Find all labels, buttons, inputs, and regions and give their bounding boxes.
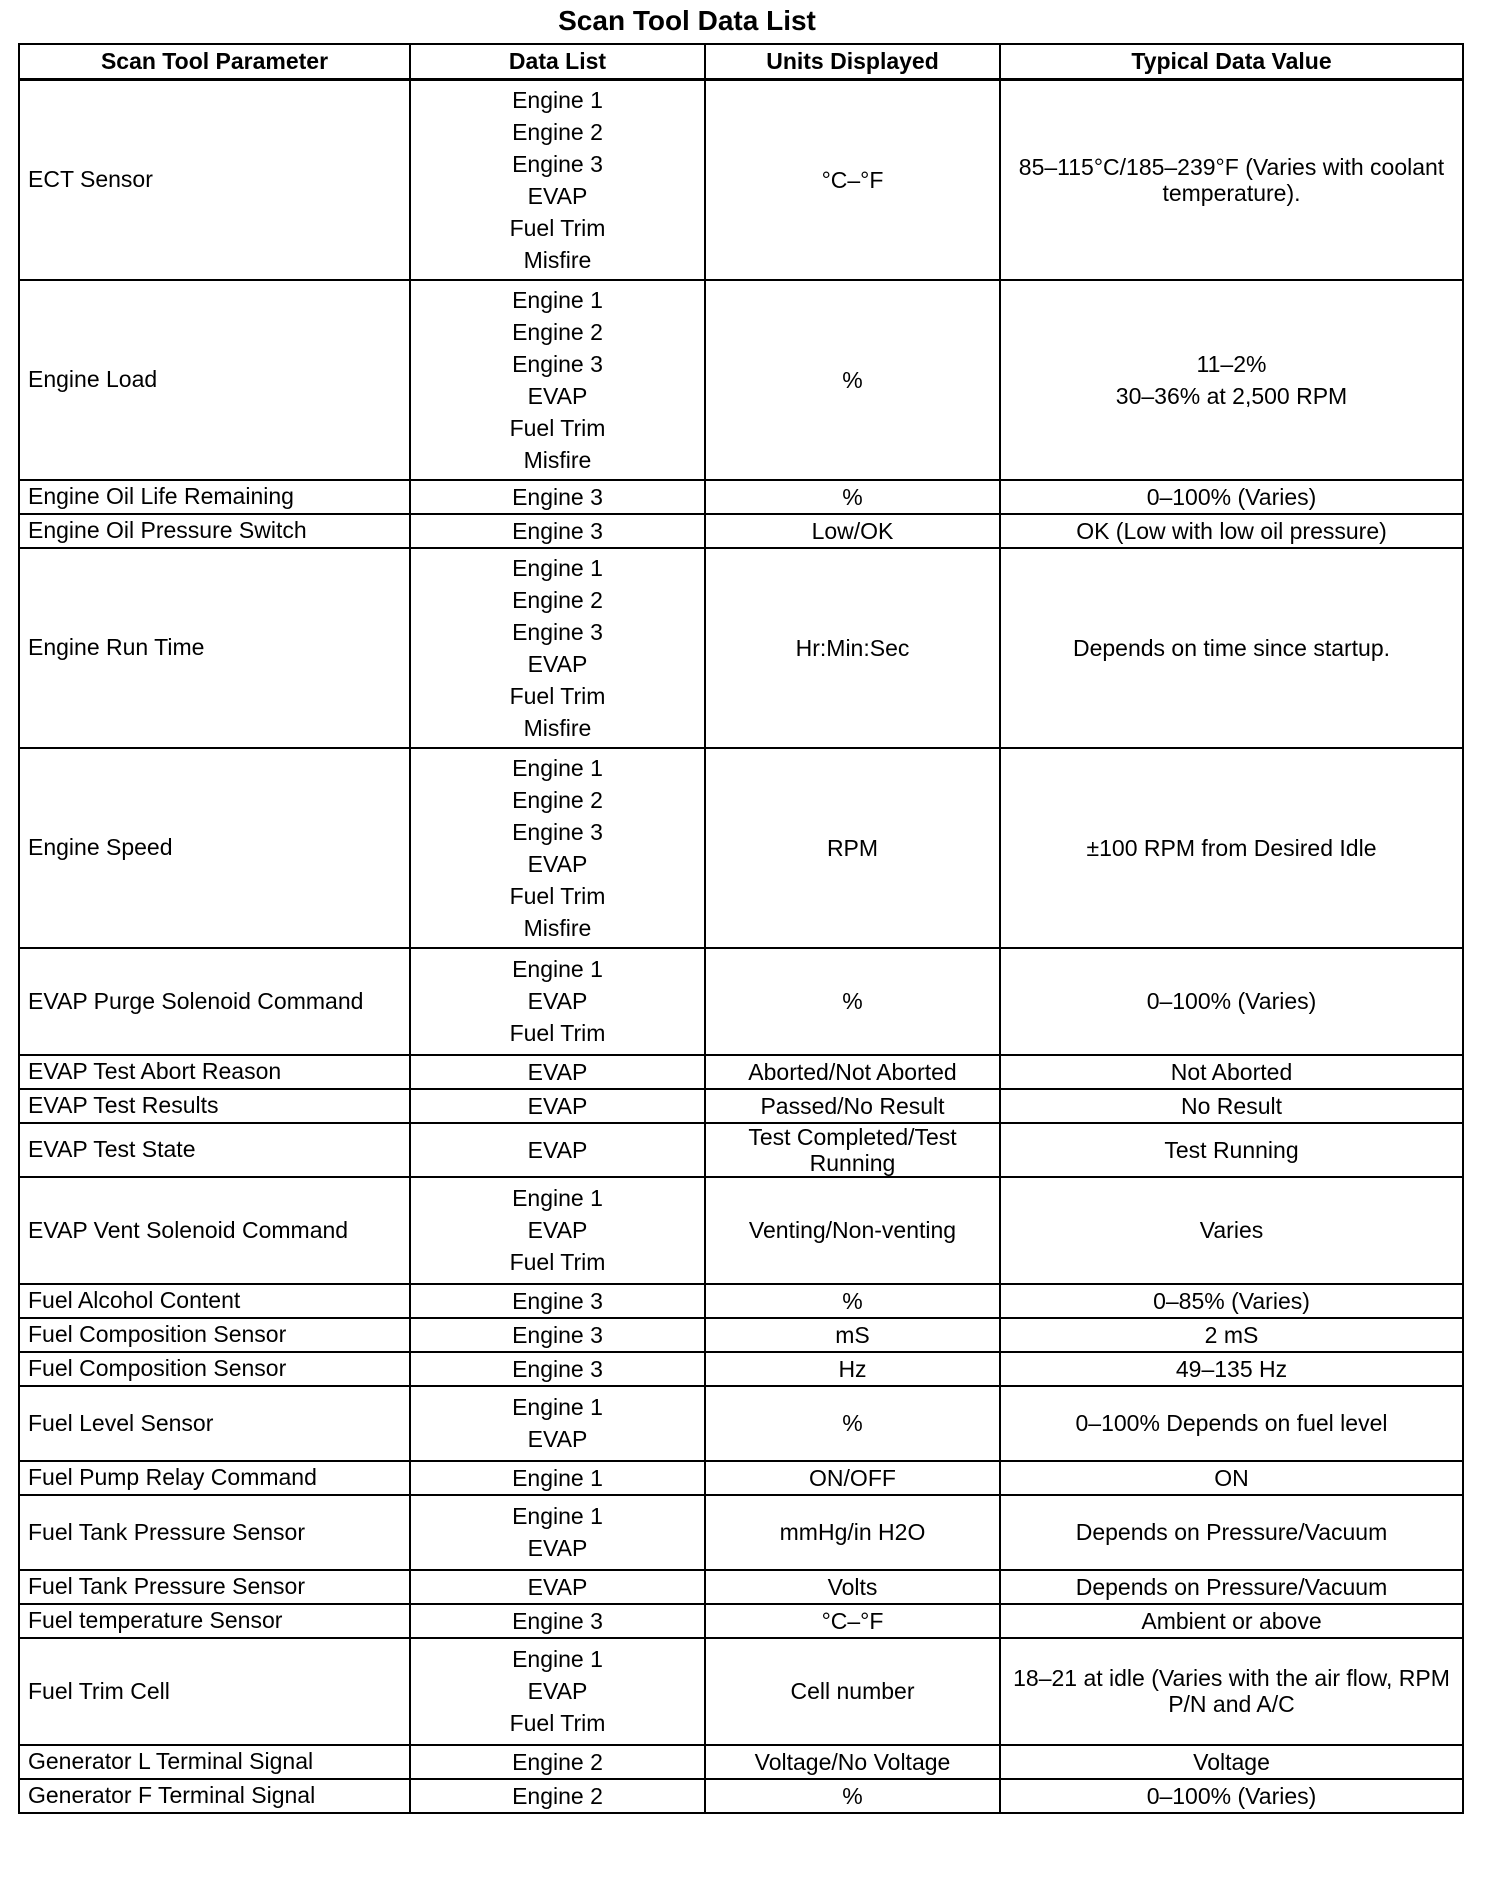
data-list-item: Engine 2 [512,1748,603,1775]
data-list-cell [410,1177,705,1284]
table-row [19,548,1463,748]
units-text: Hz [838,1355,867,1382]
typical-value-cell [1000,548,1463,748]
units-text: Voltage/No Voltage [754,1748,951,1775]
units-cell [705,548,1000,748]
units-text: % [842,483,863,510]
data-list-cell [410,1604,705,1638]
header-scan-tool-parameter: Scan Tool Parameter [19,44,410,80]
parameter-cell: EVAP Vent Solenoid Command [19,1177,410,1284]
units-text: Test Completed/Test Running [748,1123,957,1176]
typical-value-text: 2 mS [1204,1321,1259,1348]
typical-value-text: 0–100% Depends on fuel level [1075,1410,1388,1436]
typical-value-text: Ambient or above [1141,1607,1322,1634]
typical-value-cell [1000,1055,1463,1089]
typical-value-cell [1000,80,1463,280]
data-list-item: Fuel Trim [509,882,606,909]
data-list-cell [410,1638,705,1745]
typical-value-text: Depends on Pressure/Vacuum [1075,1519,1388,1545]
table-row [19,1386,1463,1461]
units-cell [705,1352,1000,1386]
data-list-item: Engine 3 [512,618,603,645]
data-list-item: EVAP [527,1426,588,1452]
data-list-item: Fuel Trim [509,1710,606,1736]
table-row [19,1177,1463,1284]
data-list-item: Engine 2 [512,586,603,613]
typical-value-cell [1000,948,1463,1055]
typical-value-text: Not Aborted [1170,1058,1293,1085]
data-list-cell [410,1284,705,1318]
data-list-item: Misfire [523,246,592,273]
parameter-cell: Engine Speed [19,748,410,948]
table-row [19,280,1463,480]
units-text: % [842,1782,863,1809]
data-list-cell [410,1495,705,1570]
data-list-item: Engine 3 [512,1355,603,1382]
data-list-item: Fuel Trim [509,214,606,241]
data-list-cell [410,1745,705,1779]
data-list-cell [410,514,705,548]
parameter-cell: EVAP Test State [19,1123,410,1177]
units-cell [705,1318,1000,1352]
units-cell [705,1779,1000,1813]
typical-value-text: 0–100% (Varies) [1146,1782,1317,1809]
parameter-cell: ECT Sensor [19,80,410,280]
parameter-cell: EVAP Purge Solenoid Command [19,948,410,1055]
parameter-cell: Generator F Terminal Signal [19,1779,410,1813]
data-list-cell [410,480,705,514]
typical-value-cell [1000,1177,1463,1284]
table-row [19,480,1463,514]
units-cell [705,1123,1000,1177]
parameter-cell: Fuel Trim Cell [19,1638,410,1745]
typical-value-cell [1000,1604,1463,1638]
units-text: mS [835,1321,870,1348]
units-cell [705,1055,1000,1089]
typical-value-text: 0–100% (Varies) [1146,988,1317,1014]
table-header-row [19,44,1463,80]
typical-value-text: Test Running [1164,1136,1299,1163]
units-cell [705,748,1000,948]
typical-value-text: Depends on Pressure/Vacuum [1075,1573,1388,1600]
parameter-cell: Fuel Level Sensor [19,1386,410,1461]
units-cell [705,514,1000,548]
typical-value-cell [1000,1089,1463,1123]
data-list-cell [410,1386,705,1461]
units-cell [705,480,1000,514]
typical-value-text: 49–135 Hz [1175,1355,1288,1382]
units-cell [705,1461,1000,1495]
data-list-cell [410,1570,705,1604]
data-list-item: Misfire [523,446,592,473]
parameter-cell: Engine Load [19,280,410,480]
typical-value-text: ON [1214,1464,1249,1491]
units-cell [705,1570,1000,1604]
data-list-item: Misfire [523,914,592,941]
data-list-item: Engine 2 [512,786,603,813]
typical-value-text: Varies [1199,1217,1264,1243]
typical-value-cell [1000,1386,1463,1461]
parameter-cell: Engine Oil Pressure Switch [19,514,410,548]
typical-value-cell [1000,1779,1463,1813]
typical-value-text: 0–100% (Varies) [1146,483,1317,510]
data-list-item: Engine 1 [512,1646,603,1672]
data-list-cell [410,1352,705,1386]
typical-value-text: 85–115°C/185–239°F (Varies with coolant temperature). [1018,153,1445,206]
typical-value-cell [1000,1318,1463,1352]
data-list-item: Engine 1 [512,86,603,113]
typical-value-text: 11–2% 30–36% at 2,500 RPM [1115,350,1348,409]
scan-tool-data-table [18,43,1464,1814]
table-row [19,1284,1463,1318]
table-body [19,80,1463,1813]
units-text: mmHg/in H2O [779,1519,926,1545]
data-list-item: EVAP [527,1092,588,1119]
typical-value-cell [1000,480,1463,514]
units-text: RPM [826,834,879,861]
parameter-cell: Fuel Alcohol Content [19,1284,410,1318]
units-text: Cell number [790,1678,915,1704]
table-row [19,1461,1463,1495]
data-list-item: Engine 2 [512,118,603,145]
parameter-cell: Fuel Composition Sensor [19,1352,410,1386]
units-cell [705,1495,1000,1570]
units-text: Low/OK [811,517,894,544]
data-list-item: Fuel Trim [509,682,606,709]
parameter-cell: Fuel Pump Relay Command [19,1461,410,1495]
typical-value-text: ±100 RPM from Desired Idle [1086,834,1377,861]
data-list-cell [410,1123,705,1177]
units-text: Venting/Non-venting [748,1217,957,1243]
units-text: % [842,366,863,393]
parameter-cell: Fuel Tank Pressure Sensor [19,1570,410,1604]
data-list-item: EVAP [527,1058,588,1085]
units-text: % [842,1410,863,1436]
typical-value-text: No Result [1181,1092,1282,1119]
data-list-item: Engine 3 [512,150,603,177]
units-cell [705,1089,1000,1123]
units-cell [705,1386,1000,1461]
header-typical-data-value: Typical Data Value [1000,44,1463,80]
data-list-item: Engine 3 [512,517,603,544]
units-text: Passed/No Result [760,1092,945,1119]
data-list-item: EVAP [527,182,588,209]
table-row [19,1089,1463,1123]
table-row [19,1570,1463,1604]
typical-value-cell [1000,280,1463,480]
typical-value-cell [1000,1570,1463,1604]
data-list-item: EVAP [527,988,588,1014]
header-data-list: Data List [410,44,705,80]
data-list-cell [410,748,705,948]
units-cell [705,1604,1000,1638]
units-text: % [842,988,863,1014]
data-list-item: EVAP [527,650,588,677]
parameter-cell: EVAP Test Results [19,1089,410,1123]
data-list-item: Engine 1 [512,554,603,581]
typical-value-cell [1000,1638,1463,1745]
units-cell [705,1177,1000,1284]
typical-value-text: Voltage [1193,1748,1270,1775]
data-list-item: Engine 1 [512,754,603,781]
parameter-cell: Engine Run Time [19,548,410,748]
data-list-cell [410,1089,705,1123]
data-list-item: Engine 1 [512,1503,603,1529]
units-text: Hr:Min:Sec [795,634,910,661]
table-row [19,1318,1463,1352]
typical-value-cell [1000,1284,1463,1318]
data-list-item: Engine 1 [512,1394,603,1420]
data-list-item: EVAP [527,1217,588,1243]
parameter-cell: Fuel temperature Sensor [19,1604,410,1638]
data-list-item: EVAP [527,1678,588,1704]
typical-value-cell [1000,1352,1463,1386]
data-list-item: Engine 2 [512,1782,603,1809]
parameter-cell: Fuel Composition Sensor [19,1318,410,1352]
table-row [19,1638,1463,1745]
data-list-item: Engine 1 [512,1464,603,1491]
parameter-cell: Generator L Terminal Signal [19,1745,410,1779]
data-list-item: Engine 1 [512,1185,603,1211]
data-list-cell [410,548,705,748]
data-list-cell [410,1318,705,1352]
data-list-item: EVAP [527,850,588,877]
data-list-item: Engine 3 [512,1321,603,1348]
typical-value-cell [1000,1123,1463,1177]
table-row [19,1495,1463,1570]
data-list-item: Engine 3 [512,350,603,377]
data-list-item: EVAP [527,1136,588,1163]
data-list-item: EVAP [527,1573,588,1600]
table-row [19,1123,1463,1177]
table-row [19,1055,1463,1089]
data-list-item: Fuel Trim [509,1249,606,1275]
units-text: °C–°F [821,166,884,193]
data-list-cell [410,1779,705,1813]
units-cell [705,280,1000,480]
typical-value-text: OK (Low with low oil pressure) [1076,517,1387,544]
data-list-item: Engine 3 [512,1607,603,1634]
data-list-item: Engine 1 [512,956,603,982]
typical-value-cell [1000,1495,1463,1570]
page-title: Scan Tool Data List [558,5,816,36]
data-list-item: Fuel Trim [509,414,606,441]
units-text: Volts [827,1573,878,1600]
units-cell [705,948,1000,1055]
typical-value-text: 0–85% (Varies) [1153,1287,1310,1314]
parameter-cell: Fuel Tank Pressure Sensor [19,1495,410,1570]
units-text: Aborted/Not Aborted [748,1058,957,1085]
data-list-item: Engine 2 [512,318,603,345]
units-text: ON/OFF [809,1464,896,1491]
units-cell [705,1638,1000,1745]
table-row [19,748,1463,948]
data-list-item: EVAP [527,382,588,409]
units-cell [705,80,1000,280]
typical-value-text: Depends on time since startup. [1072,634,1391,661]
table-row [19,514,1463,548]
units-cell [705,1745,1000,1779]
typical-value-cell [1000,748,1463,948]
typical-value-cell [1000,1745,1463,1779]
data-list-item: Engine 3 [512,818,603,845]
typical-value-text: 18–21 at idle (Varies with the air flow, RPM P/N and A/C [1013,1665,1450,1717]
data-list-cell [410,1055,705,1089]
table-row [19,1779,1463,1813]
data-list-item: Engine 3 [512,483,603,510]
data-list-item: Engine 1 [512,286,603,313]
table-row [19,1352,1463,1386]
data-list-cell [410,948,705,1055]
units-text: °C–°F [821,1607,884,1634]
data-list-cell [410,80,705,280]
table-row [19,948,1463,1055]
data-list-item: Engine 3 [512,1287,603,1314]
parameter-cell: EVAP Test Abort Reason [19,1055,410,1089]
typical-value-cell [1000,1461,1463,1495]
units-text: % [842,1287,863,1314]
data-list-cell [410,1461,705,1495]
typical-value-cell [1000,514,1463,548]
data-list-cell [410,280,705,480]
data-list-item: Fuel Trim [509,1020,606,1046]
table-row [19,1604,1463,1638]
data-list-item: Misfire [523,714,592,741]
table-row [19,80,1463,280]
data-list-item: EVAP [527,1535,588,1561]
parameter-cell: Engine Oil Life Remaining [19,480,410,514]
table-row [19,1745,1463,1779]
header-units-displayed: Units Displayed [705,44,1000,80]
units-cell [705,1284,1000,1318]
